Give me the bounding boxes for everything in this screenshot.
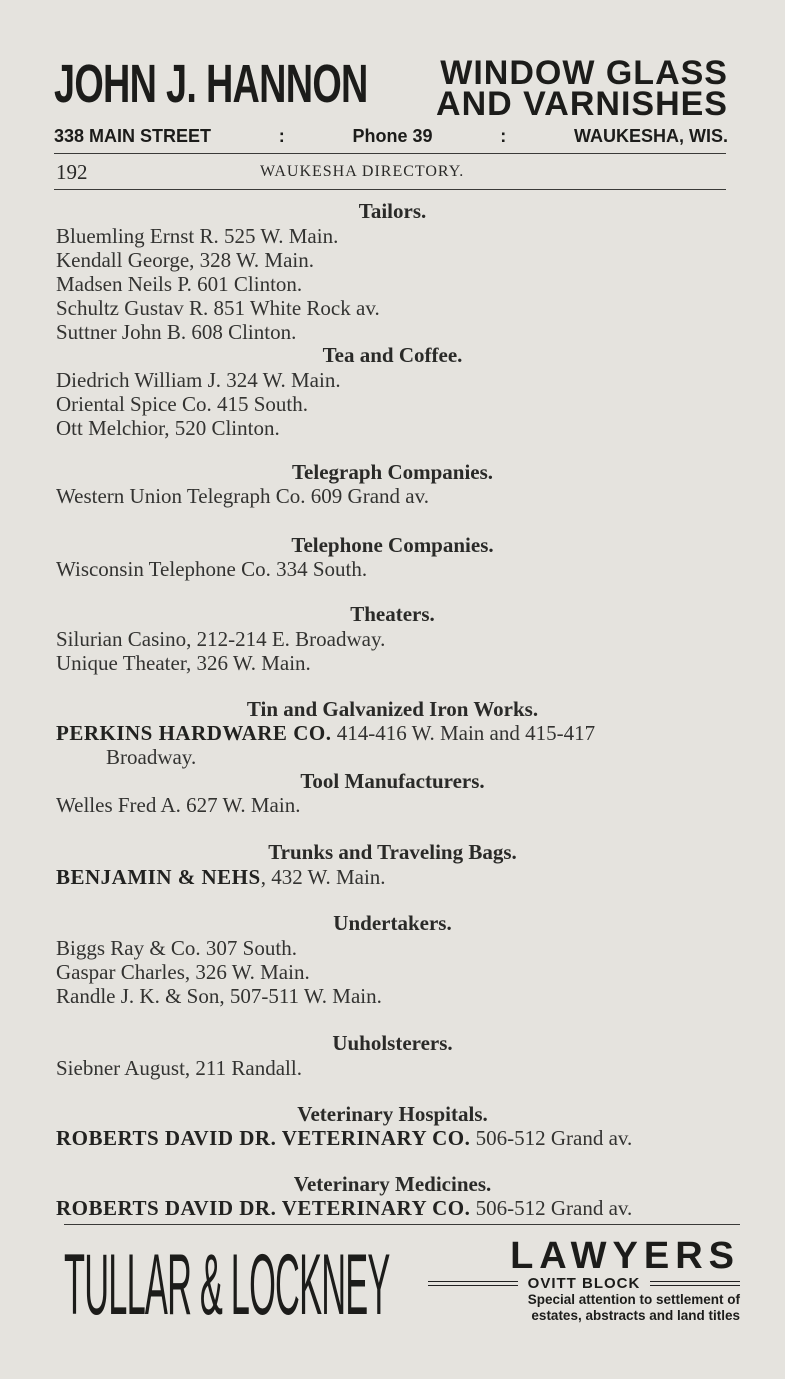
section-heading: Tin and Galvanized Iron Works. bbox=[246, 697, 539, 721]
listing-entry: Bluemling Ernst R. 525 W. Main. bbox=[56, 224, 339, 248]
ad-address: 338 MAIN STREET bbox=[54, 126, 212, 146]
listing-address: , 432 W. Main. bbox=[260, 865, 386, 889]
listing-entry bbox=[56, 1126, 632, 1150]
ad-city: WAUKESHA, WIS. bbox=[573, 126, 728, 146]
listing-firm-name: ROBERTS DAVID DR. VETERINARY CO. bbox=[56, 1126, 471, 1150]
listing-entry bbox=[56, 1196, 632, 1220]
listing-entry bbox=[56, 865, 386, 889]
listing-entry: Unique Theater, 326 W. Main. bbox=[56, 651, 311, 675]
section-heading: Tailors. bbox=[358, 199, 427, 223]
section-heading: Telephone Companies. bbox=[291, 533, 494, 557]
profession-title: LAWYERS bbox=[510, 1235, 740, 1277]
section-heading: Uuholsterers. bbox=[332, 1031, 453, 1055]
listing-entry: Silurian Casino, 212-214 E. Broadway. bbox=[56, 627, 386, 651]
double-rule bbox=[650, 1281, 740, 1286]
listing-entry: Randle J. K. & Son, 507-511 W. Main. bbox=[56, 984, 382, 1008]
footer-rule bbox=[64, 1224, 740, 1225]
section-heading: Veterinary Hospitals. bbox=[297, 1102, 488, 1126]
page-number: 192 bbox=[56, 160, 88, 184]
section-heading: Theaters. bbox=[350, 602, 435, 626]
top-advertisement bbox=[52, 52, 728, 152]
section-heading: Tool Manufacturers. bbox=[300, 769, 485, 793]
listing-address: 414-416 W. Main and 415-417 bbox=[331, 721, 596, 745]
office-line bbox=[428, 1274, 740, 1292]
listing-entry bbox=[56, 721, 595, 745]
office-block: OVITT BLOCK bbox=[527, 1274, 641, 1292]
bottom-advertisement bbox=[64, 1232, 740, 1332]
specialty-line-2: estates, abstracts and land titles bbox=[531, 1308, 740, 1323]
law-firm-name: TULLAR & LOCKNEY bbox=[64, 1237, 390, 1333]
listing-firm-name: PERKINS HARDWARE CO. bbox=[56, 721, 332, 745]
ad-phone: Phone 39 bbox=[352, 126, 433, 146]
listing-address: 506-512 Grand av. bbox=[470, 1126, 633, 1150]
specialty-text bbox=[528, 1292, 740, 1324]
listing-entry: Western Union Telegraph Co. 609 Grand av. bbox=[56, 484, 429, 508]
listing-entry: Kendall George, 328 W. Main. bbox=[56, 248, 314, 272]
listing-entry: Diedrich William J. 324 W. Main. bbox=[56, 368, 341, 392]
listing-entry: Schultz Gustav R. 851 White Rock av. bbox=[56, 296, 380, 320]
listing-entry-continuation: Broadway. bbox=[106, 745, 197, 769]
ad-contact-line bbox=[54, 125, 728, 147]
listing-entry: Gaspar Charles, 326 W. Main. bbox=[56, 960, 310, 984]
ad-tagline-1: WINDOW GLASS bbox=[440, 54, 728, 92]
listing-entry: Madsen Neils P. 601 Clinton. bbox=[56, 272, 303, 296]
section-heading: Trunks and Traveling Bags. bbox=[268, 840, 517, 864]
running-title: WAUKESHA DIRECTORY. bbox=[260, 163, 465, 180]
section-heading: Undertakers. bbox=[333, 911, 452, 935]
listing-firm-name: ROBERTS DAVID DR. VETERINARY CO. bbox=[56, 1196, 471, 1220]
specialty-line-1: Special attention to settlement of bbox=[527, 1292, 740, 1307]
listing-entry: Suttner John B. 608 Clinton. bbox=[56, 320, 297, 344]
listing-entry: Welles Fred A. 627 W. Main. bbox=[56, 793, 301, 817]
header-rule bbox=[54, 153, 726, 154]
running-head bbox=[54, 158, 726, 186]
ad-separator: : bbox=[500, 126, 507, 146]
advertiser-name: JOHN J. HANNON bbox=[54, 54, 368, 114]
listing-entry: Siebner August, 211 Randall. bbox=[56, 1056, 302, 1080]
listing-firm-name: BENJAMIN & NEHS bbox=[56, 865, 261, 889]
section-heading: Veterinary Medicines. bbox=[293, 1172, 492, 1196]
listing-entry: Ott Melchior, 520 Clinton. bbox=[56, 416, 280, 440]
listing-entry: Biggs Ray & Co. 307 South. bbox=[56, 936, 297, 960]
section-heading: Telegraph Companies. bbox=[291, 460, 494, 484]
double-rule bbox=[428, 1281, 518, 1286]
listing-entry: Oriental Spice Co. 415 South. bbox=[56, 392, 308, 416]
listing-address: 506-512 Grand av. bbox=[470, 1196, 633, 1220]
section-heading: Tea and Coffee. bbox=[322, 343, 463, 367]
running-head-rule bbox=[54, 189, 726, 190]
listing-entry: Wisconsin Telephone Co. 334 South. bbox=[56, 557, 368, 581]
ad-tagline-2: AND VARNISHES bbox=[436, 85, 728, 123]
ad-separator: : bbox=[278, 126, 285, 146]
